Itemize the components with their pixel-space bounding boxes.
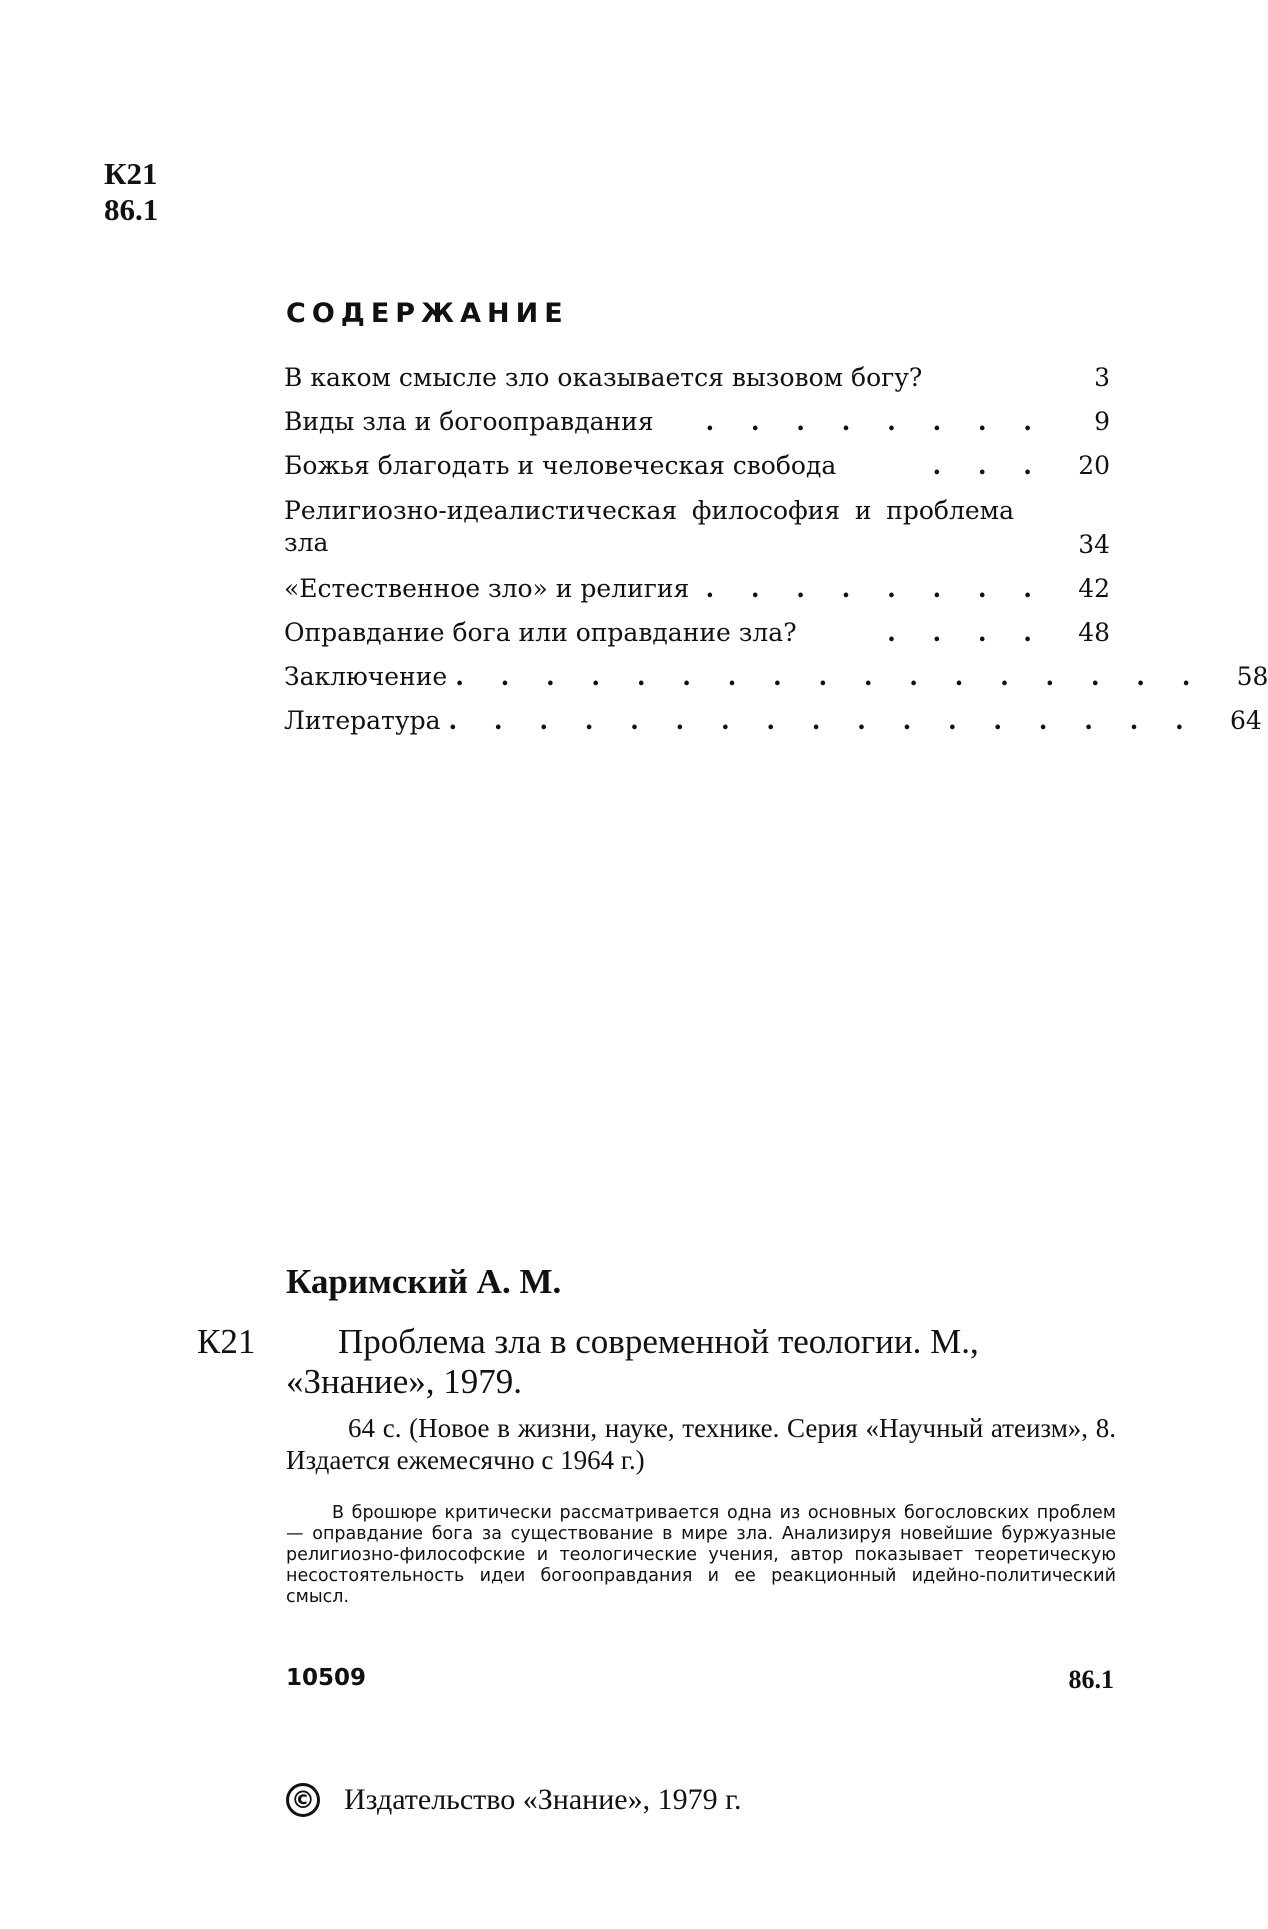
copyright-icon: © xyxy=(286,1783,320,1817)
toc-entry-title: Виды зла и богооправдания xyxy=(284,407,654,436)
toc-entry xyxy=(284,495,1110,559)
toc-entry-title: Заключение xyxy=(284,662,448,691)
toc-entry-page: 3 xyxy=(1094,363,1110,392)
toc-entry xyxy=(284,407,1110,436)
copyright-line xyxy=(286,1783,742,1817)
toc-entry-title: Религиозно-идеалистическая философия и проблема зла xyxy=(284,496,1014,557)
card-number: 10509 xyxy=(286,1665,367,1691)
toc-leader-dots: . . . . . . . . . . . . . . . . . xyxy=(455,662,1205,691)
toc-entry xyxy=(284,574,1110,603)
table-of-contents xyxy=(284,363,1268,750)
card-description: 64 с. (Новое в жизни, науке, технике. Серия «Научный атеизм», 8. Издается ежемесячно с 1964 г.) xyxy=(286,1413,1116,1475)
toc-entry xyxy=(284,662,1268,691)
card-code: К21 xyxy=(197,1322,256,1361)
classification-index: 86.1 xyxy=(104,192,159,227)
contents-heading: СОДЕРЖАНИЕ xyxy=(286,298,569,329)
card-annotation: В брошюре критически рассматривается одна из основных богословских проблем — оправдание бога за существование в мире зла. Анализируя новейшие буржуазные религиозно-философские и теологические учения, автор показывает теоретическую несостоятельность идеи богооправдания и ее реакционный идейно-политический смысл. xyxy=(286,1503,1116,1607)
toc-entry xyxy=(284,618,1110,647)
toc-entry xyxy=(284,706,1262,735)
card-class-index: 86.1 xyxy=(1068,1665,1114,1694)
toc-entry-title: «Естественное зло» и религия xyxy=(284,574,690,603)
toc-leader-dots: . . . . xyxy=(887,618,1046,647)
toc-entry-page: 9 xyxy=(1094,407,1110,436)
toc-entry-title: Божья благодать и человеческая свобода xyxy=(284,451,837,480)
toc-leader-dots: . . . . . . . . xyxy=(705,407,1046,436)
toc-entry-title: Оправдание бога или оправдание зла? xyxy=(284,618,797,647)
toc-leader-dots: . . . . . . . . . . . . . . . . . xyxy=(448,706,1198,735)
toc-leader-dots: . . . xyxy=(932,451,1046,480)
copyright-text: Издательство «Знание», 1979 г. xyxy=(344,1783,742,1816)
toc-entry-title: В каком смысле зло оказывается вызовом богу? xyxy=(284,363,923,392)
toc-entry-page: 42 xyxy=(1078,574,1110,603)
toc-entry-page: 34 xyxy=(1078,530,1110,559)
toc-entry-page: 20 xyxy=(1078,451,1110,480)
toc-entry-page: 64 xyxy=(1229,706,1262,735)
toc-entry xyxy=(284,451,1110,480)
classification-code: К21 xyxy=(104,156,158,191)
card-author: Каримский А. М. xyxy=(286,1262,562,1301)
classification-block xyxy=(104,156,158,228)
toc-entry xyxy=(284,363,1110,392)
toc-entry-page: 58 xyxy=(1236,662,1268,691)
toc-leader-dots: . . . . . . . . xyxy=(705,574,1046,603)
toc-entry-title: Литература xyxy=(284,706,441,735)
card-title: Проблема зла в современной теологии. М., «Знание», 1979. xyxy=(286,1322,979,1401)
toc-entry-page: 48 xyxy=(1078,618,1110,647)
